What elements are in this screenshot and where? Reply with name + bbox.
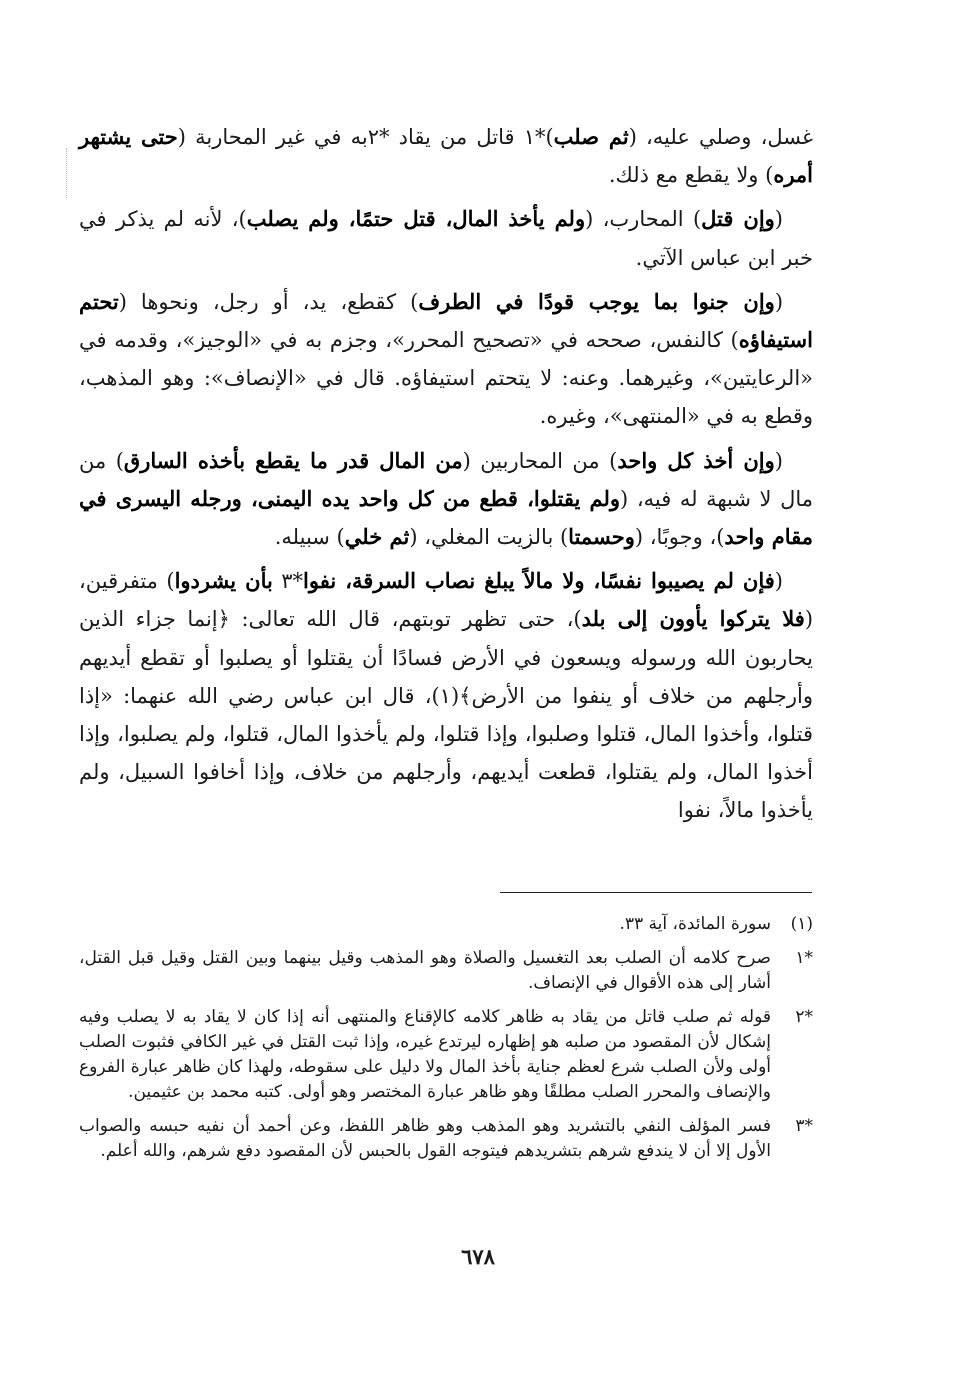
- bold-text-run: من المال قدر ما يقطع بأخذه السارق: [123, 447, 463, 473]
- text-run: ) ولا يقطع مع ذلك.: [608, 163, 774, 188]
- text-run: *٣: [272, 569, 304, 594]
- bold-text-run: وإن جنوا بما يوجب قودًا في الطرف: [418, 288, 775, 314]
- text-run: ) كالنفس، صححه في «تصحيح المحرر»، وجزم به في «الوجيز»، وقدمه في «الرعايتين»، وغيرهما. وعنه: لا يتحتم استيفاؤه. قال في «الإنصاف»: وهو المذهب، وقطع به في «المنتهى»، وغيره.: [79, 328, 813, 429]
- text-run: ) من مال لا شبهة له فيه، (: [79, 448, 813, 511]
- bold-text-run: ثم صلب: [553, 124, 629, 149]
- footnotes: [79, 912, 813, 1173]
- footnote: [79, 1005, 813, 1105]
- text-run: ) من المحاربين (: [462, 448, 618, 473]
- footnote-mark: *٣: [795, 1116, 813, 1136]
- bold-text-run: تحتم استيفاؤه: [79, 288, 813, 353]
- bold-text-run: وإن قتل: [701, 206, 775, 232]
- footnote: [79, 946, 813, 996]
- text-run: )، حتى تظهر توبتهم، قال الله تعالى: ﴿إنما جزاء الذين يحاربون الله ورسوله ويسعون في الأرض فسادًا أن يقتلوا أو يصلبوا أو تقطع أيديهم وأرجلهم من خلاف أو ينفوا من الأرض﴾(١)، قال ابن عباس رضي الله عنهما: «إذا قتلوا، وأخذوا المال، قتلوا وصلبوا، وإذا قتلوا، ولم يأخذوا المال، قتلوا، ولم يصلبوا، وإذا أخذوا المال، ولم يقتلوا، قطعت أيديهم، وأرجلهم من خلاف، وإذا أخافوا السبيل، ولم يأخذوا مالاً، نفوا: [79, 607, 813, 823]
- text-run: )، وجوبًا، (: [634, 525, 725, 550]
- text-run: ) متفرقين، (: [79, 569, 814, 632]
- paragraph-5: [79, 562, 813, 829]
- footnote: [79, 912, 813, 937]
- page-number: ٦٧٨: [461, 1244, 495, 1269]
- paragraph-4: [79, 442, 813, 557]
- text-run: (: [774, 569, 783, 594]
- footnote-separator: [500, 892, 812, 893]
- text-run: ) كقطع، يد، أو رجل، ونحوها (: [118, 289, 419, 314]
- footnote-text: صرح كلامه أن الصلب بعد التغسيل والصلاة وهو المذهب وقيل بينهما وبين القتل وقيل قبل القتل، أشار إلى هذه الأقوال في الإنصاف.: [79, 948, 771, 993]
- text-run: (: [774, 207, 783, 232]
- text-run: )*١ قاتل من يقاد *٢به في غير المحاربة (: [177, 125, 554, 149]
- bold-text-run: وإن أخذ كل واحد: [617, 447, 775, 473]
- text-run: ) المحارب، (: [585, 207, 702, 232]
- paragraph-2: [79, 200, 813, 276]
- footnote-text: قوله ثم صلب قاتل من يقاد به ظاهر كلامه كالإقناع والمنتهى أنه إذا كان لا يقاد به لا يصلب وفيه إشكال لأن المقصود من صلبه هو إظهاره ليرتدع غيره، وإذا ثبت القتل في غير الكافي فثبوت الصلب أولى ولأن الصلب شرع لعظم جناية بأخذ المال ولا دليل على سقوطه، ولهذا كان ظاهر عبارة الفروع والإنصاف والمحرر الصلب مطلقًا وهو ظاهر عبارة المختصر وهو أولى. كتبه محمد بن عثيمين.: [79, 1007, 771, 1102]
- footnote-text: فسر المؤلف النفي بالتشريد وهو المذهب وهو ظاهر اللفظ، وعن أحمد أن نفيه حبسه والصواب الأول إلا أن لا يندفع شرهم بتشريدهم فيتوجه القول بالحبس لأن المقصود دفع شرهم، والله أعلم.: [79, 1116, 771, 1161]
- footnote: [79, 1114, 813, 1164]
- bold-text-run: ولم يأخذ المال، قتل حتمًا، ولم يصلب: [246, 206, 586, 232]
- text-run: )، لأنه لم يذكر في خبر ابن عباس الآتي.: [79, 207, 813, 270]
- bold-text-run: فلا يتركوا يأوون إلى بلد: [581, 606, 805, 632]
- bold-text-run: بأن يشردوا: [174, 568, 273, 594]
- text-run: (: [774, 448, 783, 473]
- bold-text-run: حتى يشتهر أمره: [79, 124, 813, 188]
- text-run: (: [774, 289, 784, 314]
- footnote-mark: *٢: [795, 1007, 813, 1027]
- footnote-mark: *١: [795, 948, 813, 968]
- text-run: غسل، وصلي عليه، (: [628, 125, 813, 149]
- text-run: ) بالزيت المغلي، (: [409, 525, 569, 550]
- bold-text-run: وحسمتا: [568, 524, 635, 550]
- paragraph-3: [79, 283, 813, 436]
- binding-edge-mark: [66, 148, 73, 198]
- footnote-mark: (١): [790, 914, 813, 934]
- bold-text-run: ولم يقتلوا، قطع من كل واحد يده اليمنى، ورجله اليسرى في مقام واحد: [79, 485, 813, 550]
- main-text: [79, 118, 813, 836]
- footnote-text: سورة المائدة، آية ٣٣.: [619, 914, 771, 934]
- text-run: ) سبيله.: [274, 525, 345, 550]
- bold-text-run: ثم خلي: [344, 524, 410, 550]
- paragraph-1: [79, 118, 813, 194]
- bold-text-run: فإن لم يصيبوا نفسًا، ولا مالاً يبلغ نصاب السرقة، نفوا: [303, 568, 775, 594]
